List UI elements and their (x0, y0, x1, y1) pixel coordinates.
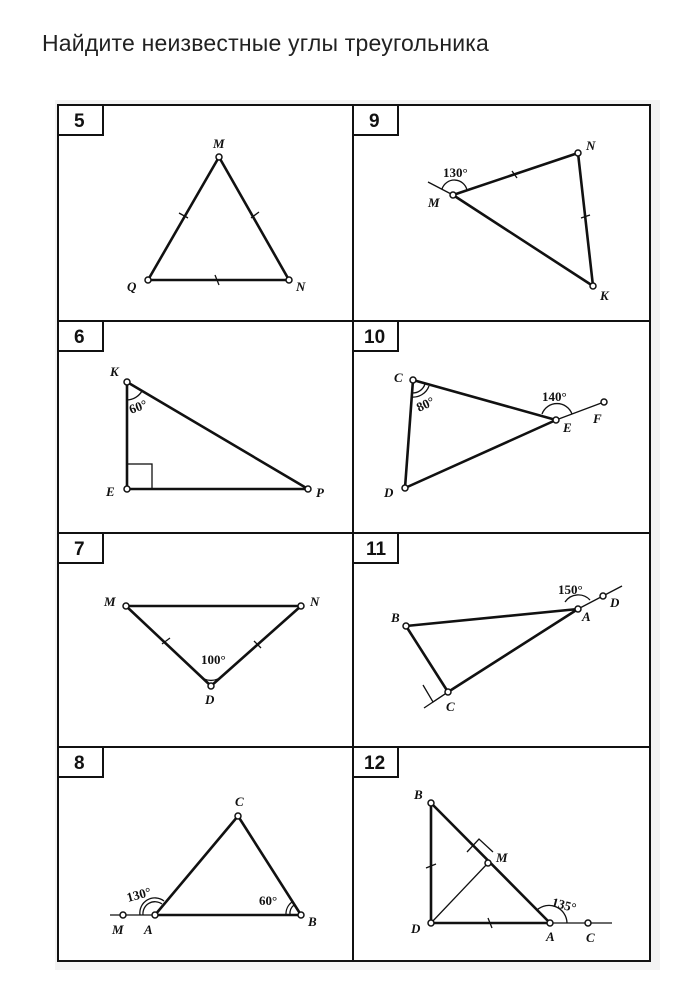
vertex-label: D (205, 692, 215, 707)
vertex-label: B (308, 914, 317, 929)
vertex-label: C (586, 930, 595, 945)
vertex-label: C (446, 699, 455, 714)
angle-label: 150° (558, 582, 583, 597)
vertex-label: E (106, 484, 115, 499)
vertex-label: K (110, 364, 119, 379)
angle-label: 60° (126, 396, 150, 417)
angle-label: 60° (259, 893, 278, 908)
vertex-label: B (414, 787, 423, 802)
problem-number: 9 (369, 111, 380, 132)
angle-label: 80° (413, 393, 437, 415)
vertex-label: A (546, 929, 555, 944)
angle-label: 130° (443, 165, 468, 180)
vertex-label: Q (127, 279, 137, 294)
vertex-label: N (310, 594, 320, 609)
vertex-label: C (235, 794, 244, 809)
problem-number: 11 (366, 539, 387, 560)
angle-label: 130° (124, 884, 153, 905)
vertex-label: D (384, 485, 394, 500)
problem-number: 7 (74, 539, 85, 560)
vertex-label: F (593, 411, 602, 426)
vertex-label: D (411, 921, 421, 936)
page-title: Найдите неизвестные углы треугольника (42, 30, 490, 56)
vertex-label: K (600, 288, 609, 303)
angle-label: 135° (550, 894, 578, 916)
problem-number: 12 (364, 753, 386, 774)
vertex-label: M (112, 922, 124, 937)
problem-number: 10 (364, 327, 386, 348)
problem-number: 6 (74, 327, 85, 348)
vertex-label: M (213, 136, 225, 151)
vertex-label: A (582, 609, 591, 624)
vertex-label: C (394, 370, 403, 385)
vertex-label: N (296, 279, 306, 294)
vertex-label: P (316, 485, 324, 500)
vertex-label: N (586, 138, 596, 153)
vertex-label: D (610, 595, 620, 610)
vertex-label: M (104, 594, 116, 609)
vertex-label: M (496, 850, 508, 865)
vertex-label: E (563, 420, 572, 435)
problem-number: 5 (74, 111, 85, 132)
vertex-label: M (428, 195, 440, 210)
vertex-label: B (391, 610, 400, 625)
angle-label: 100° (201, 652, 226, 667)
vertex-label: A (144, 922, 153, 937)
angle-label: 140° (542, 389, 567, 404)
problem-number: 8 (74, 753, 85, 774)
